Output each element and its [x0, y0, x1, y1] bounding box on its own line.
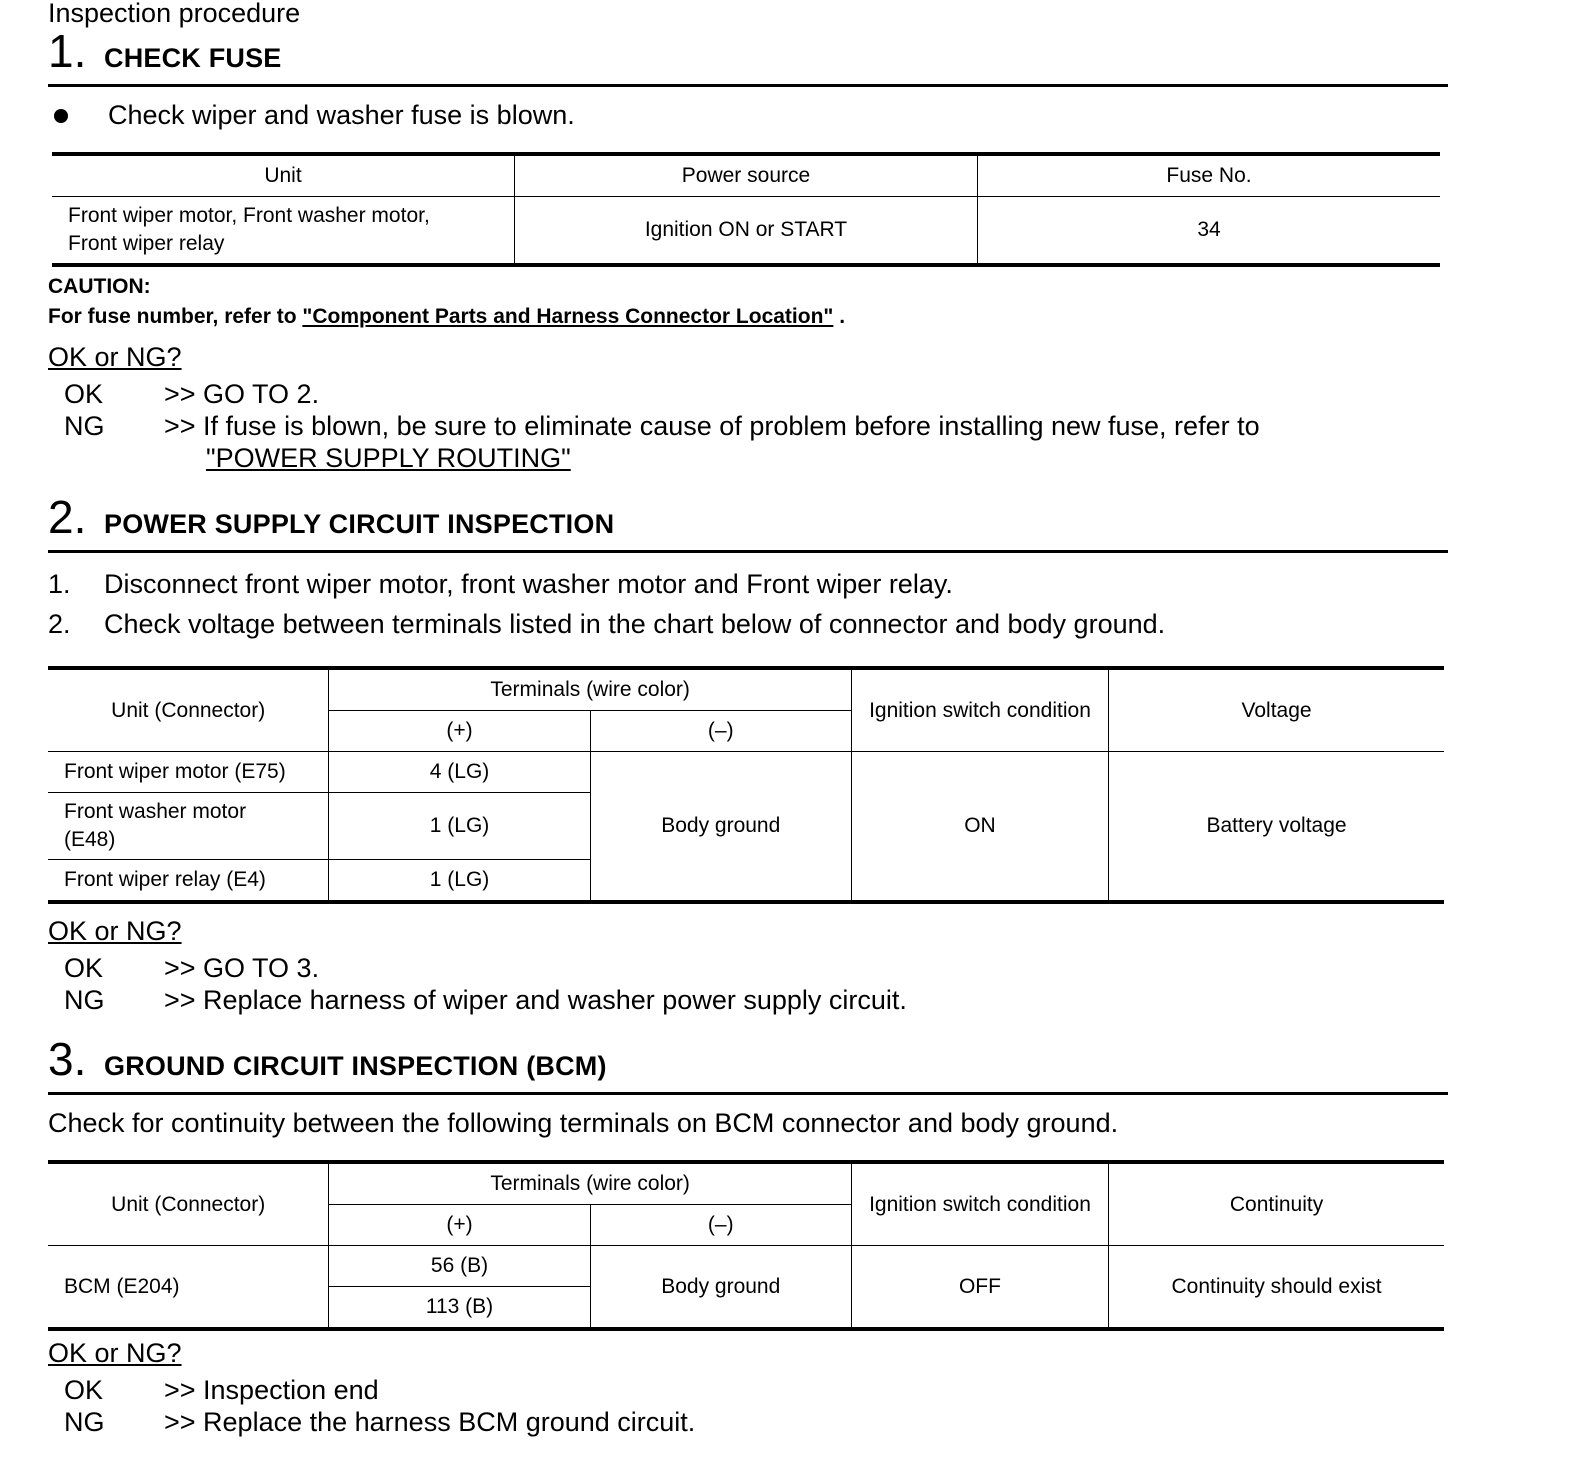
step-1-bullet [48, 100, 1448, 131]
cell-unit [48, 793, 329, 860]
ok-label: OK [64, 379, 104, 409]
okng-label: OK or NG? [48, 342, 182, 372]
step-1-result [48, 340, 1448, 474]
cell-continuity: Continuity should exist [1109, 1246, 1444, 1330]
ok-label: OK [64, 953, 104, 983]
header-voltage: Voltage [1109, 668, 1444, 752]
ng-text: >> If fuse is blown, be sure to eliminate cause of problem before installing new fuse, refer to [164, 411, 1260, 441]
cell-ignition: ON [851, 752, 1108, 903]
step-2-list [48, 564, 1448, 644]
caution-label: CAUTION: [48, 275, 151, 298]
caution-link[interactable]: "Component Parts and Harness Connector Location" [302, 305, 834, 328]
list-item-number: 2. [48, 609, 71, 639]
ng-text: >> Replace the harness BCM ground circuit. [164, 1407, 696, 1437]
ok-line [48, 378, 1448, 410]
ng-label: NG [64, 1407, 105, 1437]
cell-plus: 113 (B) [329, 1287, 590, 1330]
header-terminals: Terminals (wire color) [329, 668, 851, 711]
step-2-header [48, 491, 1448, 553]
step-2 [48, 491, 1448, 553]
table-row [48, 752, 1444, 793]
cell-unit-line1: Front wiper motor, Front washer motor, [68, 204, 430, 227]
ok-text: >> GO TO 2. [164, 379, 320, 409]
ng-text: >> Replace harness of wiper and washer power supply circuit. [164, 985, 907, 1015]
table-row [48, 1246, 1444, 1287]
table-header-row [52, 154, 1440, 197]
cell-unit-line2: (E48) [64, 828, 116, 851]
fuse-table [52, 152, 1440, 267]
header-unit-connector: Unit (Connector) [48, 668, 329, 752]
step-3-number: 3. [48, 1033, 87, 1085]
list-item-text: Check voltage between terminals listed in the chart below of connector and body ground. [104, 609, 1166, 639]
cell-unit: Front wiper relay (E4) [48, 860, 329, 903]
ng-line [48, 410, 1448, 474]
list-item-text: Disconnect front wiper motor, front washer motor and Front wiper relay. [104, 569, 953, 599]
ng-label: NG [64, 985, 105, 1015]
voltage-table-wrap [48, 666, 1448, 904]
step-1-bullet-text: Check wiper and washer fuse is blown. [108, 100, 575, 130]
ng-link[interactable]: "POWER SUPPLY ROUTING" [206, 443, 571, 473]
ok-text: >> Inspection end [164, 1375, 379, 1405]
step-1-number: 1. [48, 25, 87, 77]
caution-suffix: . [839, 305, 846, 328]
ok-line [48, 952, 1448, 984]
cell-plus: 1 (LG) [329, 860, 590, 903]
header-ignition: Ignition switch condition [851, 668, 1108, 752]
step-2-number: 2. [48, 491, 87, 543]
cell-power-source: Ignition ON or START [514, 197, 977, 266]
ok-label: OK [64, 1375, 104, 1405]
step-3-header [48, 1033, 1448, 1095]
cell-plus: 1 (LG) [329, 793, 590, 860]
cell-plus: 56 (B) [329, 1246, 590, 1287]
header-continuity: Continuity [1109, 1162, 1444, 1246]
ng-label: NG [64, 411, 105, 441]
header-unit: Unit [52, 154, 514, 197]
header-ignition: Ignition switch condition [851, 1162, 1108, 1246]
step-2-result [48, 914, 1448, 1016]
bullet-icon [54, 109, 68, 123]
okng-label: OK or NG? [48, 1338, 182, 1368]
cell-unit: Front wiper motor (E75) [48, 752, 329, 793]
table-row [52, 197, 1440, 266]
cell-unit-line1: Front washer motor [64, 800, 247, 823]
cell-minus: Body ground [590, 752, 851, 903]
continuity-table-wrap [48, 1160, 1448, 1331]
step-3-title: GROUND CIRCUIT INSPECTION (BCM) [104, 1051, 607, 1081]
list-item-number: 1. [48, 569, 71, 599]
step-3 [48, 1033, 1448, 1095]
header-minus: (–) [590, 711, 851, 752]
list-item [48, 564, 1448, 604]
step-3-result [48, 1336, 1448, 1438]
step-1 [48, 25, 1448, 87]
voltage-table [48, 666, 1444, 904]
fuse-table-wrap [52, 152, 1452, 267]
header-terminals: Terminals (wire color) [329, 1162, 851, 1205]
list-item [48, 604, 1448, 644]
okng-label: OK or NG? [48, 916, 182, 946]
cell-unit [52, 197, 514, 266]
cell-unit-line2: Front wiper relay [68, 232, 225, 255]
step-1-title: CHECK FUSE [104, 43, 282, 73]
cell-unit: BCM (E204) [48, 1246, 329, 1330]
header-plus: (+) [329, 1205, 590, 1246]
ng-line [48, 984, 1448, 1016]
cell-voltage: Battery voltage [1109, 752, 1444, 903]
step-3-intro: Check for continuity between the following terminals on BCM connector and body ground. [48, 1108, 1119, 1138]
header-power-source: Power source [514, 154, 977, 197]
header-plus: (+) [329, 711, 590, 752]
cell-plus: 4 (LG) [329, 752, 590, 793]
ng-line [48, 1406, 1448, 1438]
cell-fuse-no: 34 [977, 197, 1440, 266]
step-1-header [48, 25, 1448, 87]
header-unit-connector: Unit (Connector) [48, 1162, 329, 1246]
header-fuse-no: Fuse No. [977, 154, 1440, 197]
continuity-table [48, 1160, 1444, 1331]
cell-minus: Body ground [590, 1246, 851, 1330]
header-minus: (–) [590, 1205, 851, 1246]
page-heading: Inspection procedure [48, 0, 301, 28]
ok-line [48, 1374, 1448, 1406]
cell-ignition: OFF [851, 1246, 1108, 1330]
caution-block [48, 272, 1448, 332]
ok-text: >> GO TO 3. [164, 953, 320, 983]
step-2-title: POWER SUPPLY CIRCUIT INSPECTION [104, 509, 615, 539]
caution-prefix: For fuse number, refer to [48, 305, 297, 328]
